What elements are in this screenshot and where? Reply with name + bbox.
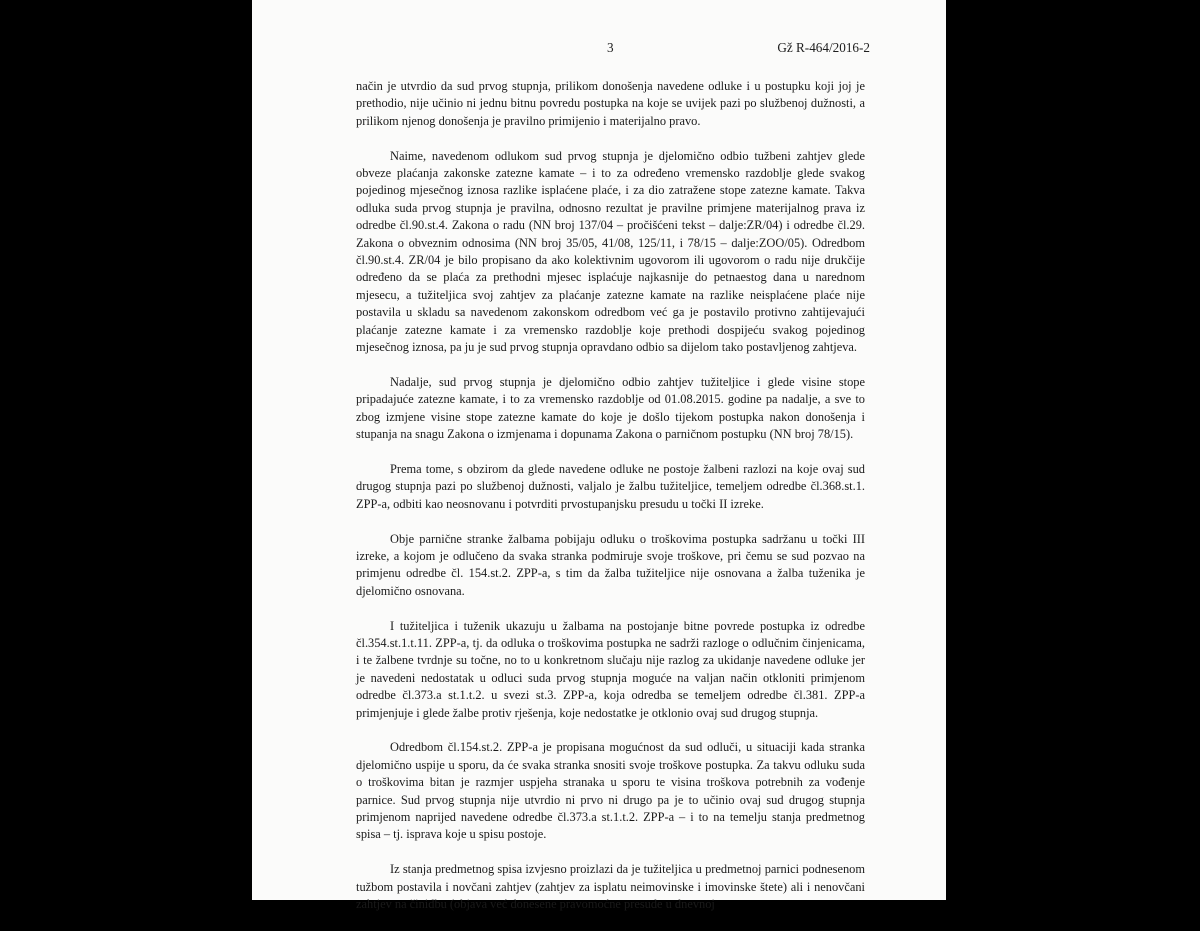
- paragraph-6: I tužiteljica i tuženik ukazuju u žalbama na postojanje bitne povrede postupka iz odredbe čl.354.st.1.t.11. ZPP-a, tj. da odluka o troškovima postupka ne sadrži razloge o odlučnim činjenicama, i te žalbene tvrdnje su točne, no to u konkretnom slučaju nije razlog za ukidanje navedene odluke jer je navedeni nedostatak u odluci suda prvog stupnja moguće na valjan način otkloniti primjenom odredbe čl.373.a st.1.t.2. u svezi st.3. ZPP-a, koja odredba se temeljem odredbe čl.381. ZPP-a primjenjuje i glede žalbe protiv rješenja, koje nedostatke je otklonio ovaj sud drugog stupnja.: [356, 618, 865, 720]
- paragraph-4: Prema tome, s obzirom da glede navedene odluke ne postoje žalbeni razlozi na koje ovaj sud drugog stupnja pazi po službenoj dužnosti, valjalo je žalbu tužiteljice, temeljem odredbe čl.368.st.1. ZPP-a, odbiti kao neosnovanu i potvrditi prvostupanjsku presudu u točki II izreke.: [356, 461, 865, 511]
- document-page: [252, 0, 946, 911]
- paragraph-5: Obje parnične stranke žalbama pobijaju odluku o troškovima postupka sadržanu u točki III izreke, a kojom je odlučeno da svaka stranka podmiruje svoje troškove, pri čemu se sud pozvao na primjenu odredbe čl. 154.st.2. ZPP-a, s tim da žalba tužiteljice nije osnovana a žalba tuženika je djelomično osnovana.: [356, 531, 865, 598]
- paragraph-7: Odredbom čl.154.st.2. ZPP-a je propisana mogućnost da sud odluči, u situaciji kada stranka djelomično uspije u sporu, da će svaka stranka snositi svoje troškove postupka. Za takvu odluku suda o troškovima bitan je razmjer uspjeha stranaka u sporu te visina troškova potrebnih za vođenje parnice. Sud prvog stupnja nije utvrdio ni prvo ni drugo pa je to učinio ovaj sud drugog stupnja primjenom naprijed navedene odredbe čl.373.a st.1.t.2. ZPP-a – i to na temelju stanja predmetnog spisa – tj. isprava koje u spisu postoje.: [356, 740, 865, 842]
- paragraph-2: Naime, navedenom odlukom sud prvog stupnja je djelomično odbio tužbeni zahtjev glede obveze plaćanja zakonske zatezne kamate – i to za određeno vremensko razdoblje glede svakog pojedinog mjesečnog iznosa razlike isplaćene plaće, i za dio zatražene stope zatezne kamate. Takva odluka suda prvog stupnja je pravilna, odnosno rezultat je pravilne primjene materijalnog prava iz odredbe čl.90.st.4. Zakona o radu (NN broj 137/04 – pročišćeni tekst – dalje:ZR/04) i odredbe čl.29. Zakona o obveznim odnosima (NN broj 35/05, 41/08, 125/11, i 78/15 – dalje:ZOO/05). Odredbom čl.90.st.4. ZR/04 je bilo propisano da ako kolektivnim ugovorom ili ugovorom o radu nije drukčije određeno da se plaća za prethodni mjesec isplaćuje najkasnije do petnaestog dana u narednom mjesecu, a tužiteljica svoj zahtjev za plaćanje zatezne kamate na razlike neisplaćene plaće nije postavila u skladu sa navedenom zakonskom odredbom već ga je postavilo protivno zahtijevajući plaćanje zatezne kamate i za vremensko razdoblje koje prethodi dospijeću svakog pojedinog mjesečnog iznosa, pa ju je sud prvog stupnja opravdano odbio sa dijelom tako postavljenog zahtjeva.: [356, 148, 865, 355]
- document-body: [356, 78, 865, 931]
- paragraph-8: Iz stanja predmetnog spisa izvjesno proizlazi da je tužiteljica u predmetnoj parnici podnesenom tužbom postavila i novčani zahtjev (zahtjev za isplatu neimovinske i imovinske štete) ali i nenovčani zahtjev na činidbu (objava već donesene pravomoćne presude u dnevnoj: [356, 862, 865, 911]
- paragraph-3: Nadalje, sud prvog stupnja je djelomično odbio zahtjev tužiteljice i glede visine stope pripadajuće zatezne kamate, i to za vremensko razdoblje od 01.08.2015. godine pa nadalje, a sve to zbog izmjene visine stope zatezne kamate do koje je došlo tijekom postupka nakon donošenja i stupanja na snagu Zakona o izmjenama i dopunama Zakona o parničnom postupku (NN broj 78/15).: [356, 374, 865, 442]
- paragraph-1: način je utvrdio da sud prvog stupnja, prilikom donošenja navedene odluke i u postupku koji joj je prethodio, nije učinio ni jednu bitnu povredu postupka na koje se uvijek pazi po službenoj dužnosti, a prilikom njenog donošenja je pravilno primijenio i materijalno pravo.: [356, 79, 865, 128]
- page-number: 3: [607, 40, 614, 55]
- page-header: [252, 40, 946, 56]
- case-number: Gž R-464/2016-2: [777, 40, 870, 55]
